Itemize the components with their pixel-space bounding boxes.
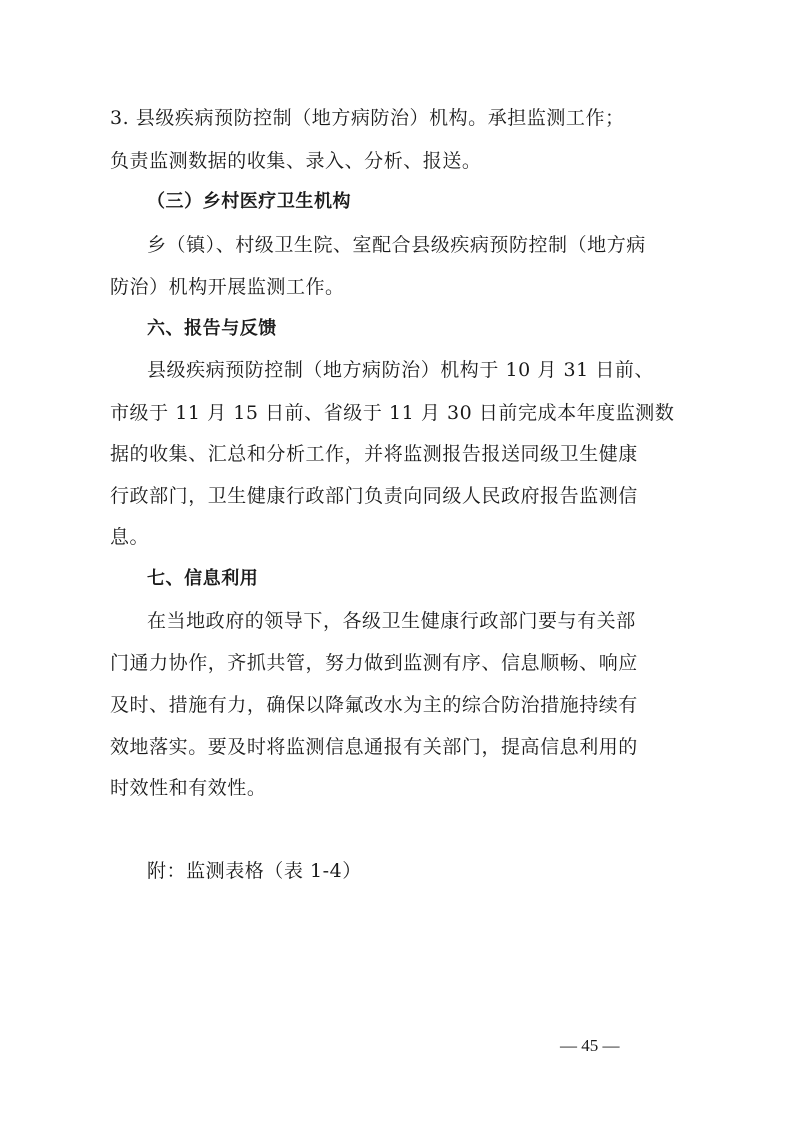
page-number: — 45 — bbox=[560, 1036, 620, 1055]
paragraph-3-line-2: 负责监测数据的收集、录入、分析、报送。 bbox=[110, 150, 482, 172]
section-7-heading: 七、信息利用 bbox=[147, 568, 259, 589]
subheading-village-institutions: （三）乡村医疗卫生机构 bbox=[147, 191, 352, 212]
paragraph-village-line-2: 防治）机构开展监测工作。 bbox=[110, 276, 345, 298]
section-6-line-4: 行政部门，卫生健康行政部门负责向同级人民政府报告监测信 bbox=[110, 485, 638, 507]
paragraph-village-line-1: 乡（镇）、村级卫生院、室配合县级疾病预防控制（地方病 bbox=[147, 234, 646, 256]
section-7-line-3: 及时、措施有力，确保以降氟改水为主的综合防治措施持续有 bbox=[110, 694, 638, 716]
paragraph-3-line-1: 3. 县级疾病预防控制（地方病防治）机构。承担监测工作； bbox=[110, 107, 625, 129]
section-6-line-1: 县级疾病预防控制（地方病防治）机构于 10 月 31 日前、 bbox=[147, 359, 655, 381]
attachment-note: 附：监测表格（表 1-4） bbox=[147, 860, 362, 882]
section-7-line-5: 时效性和有效性。 bbox=[110, 777, 267, 799]
section-6-line-5: 息。 bbox=[110, 526, 150, 548]
section-6-line-3: 据的收集、汇总和分析工作，并将监测报告报送同级卫生健康 bbox=[110, 443, 638, 465]
section-7-line-4: 效地落实。要及时将监测信息通报有关部门，提高信息利用的 bbox=[110, 736, 638, 758]
section-7-line-1: 在当地政府的领导下，各级卫生健康行政部门要与有关部 bbox=[147, 610, 636, 632]
section-7-line-2: 门通力协作，齐抓共管，努力做到监测有序、信息顺畅、响应 bbox=[110, 652, 638, 674]
section-6-line-2: 市级于 11 月 15 日前、省级于 11 月 30 日前完成本年度监测数 bbox=[110, 402, 675, 424]
section-6-heading: 六、报告与反馈 bbox=[147, 318, 277, 339]
